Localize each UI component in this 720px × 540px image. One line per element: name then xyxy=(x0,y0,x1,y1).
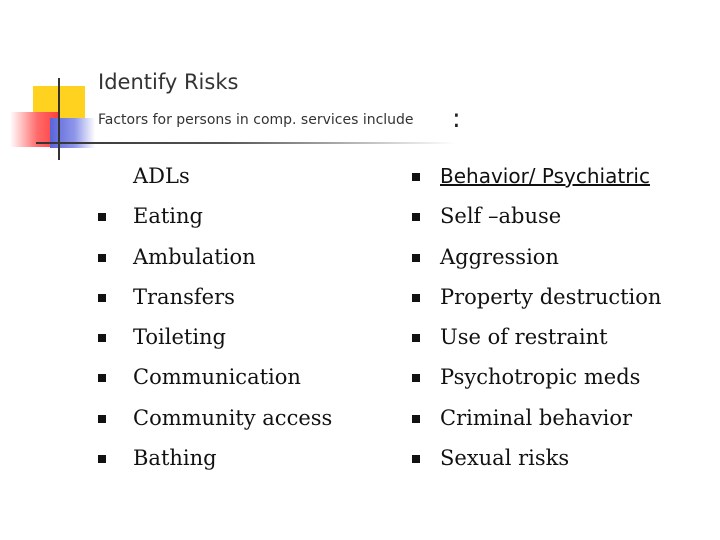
list-item-label: Psychotropic meds xyxy=(440,365,641,390)
subtitle-colon: : xyxy=(452,104,461,134)
list-item-label: Ambulation xyxy=(133,244,256,269)
square-bullet-icon xyxy=(98,254,106,262)
square-bullet-icon xyxy=(412,173,420,181)
slide-title: Identify Risks xyxy=(98,70,239,94)
list-heading: Behavior/ Psychiatric xyxy=(440,164,650,188)
square-bullet-icon xyxy=(98,374,106,382)
list-item-label: Toileting xyxy=(133,325,227,350)
list-item-label: Self –abuse xyxy=(440,204,562,229)
decorative-vertical-line xyxy=(58,78,60,160)
list-item-label: Community access xyxy=(133,405,333,430)
list-item-label: Criminal behavior xyxy=(440,405,633,430)
list-heading: ADLs xyxy=(133,164,190,188)
square-bullet-icon xyxy=(98,334,106,342)
list-item-label: Property destruction xyxy=(440,284,662,309)
square-bullet-icon xyxy=(412,213,420,221)
list-item-label: Communication xyxy=(133,365,301,390)
square-bullet-icon xyxy=(412,374,420,382)
square-bullet-icon xyxy=(98,213,106,221)
square-bullet-icon xyxy=(412,254,420,262)
slide-subtitle: Factors for persons in comp. services include xyxy=(98,112,414,128)
list-item-label: Eating xyxy=(133,204,203,229)
square-bullet-icon xyxy=(412,294,420,302)
decorative-horizontal-line xyxy=(36,142,456,144)
square-bullet-icon xyxy=(98,455,106,463)
square-bullet-icon xyxy=(98,294,106,302)
list-item-label: Bathing xyxy=(133,446,217,471)
list-item-label: Sexual risks xyxy=(440,446,570,471)
list-item-label: Aggression xyxy=(440,244,559,269)
list-item-label: Transfers xyxy=(133,284,235,309)
list-item-label: Use of restraint xyxy=(440,325,608,350)
square-bullet-icon xyxy=(412,415,420,423)
square-bullet-icon xyxy=(412,455,420,463)
square-bullet-icon xyxy=(412,334,420,342)
square-bullet-icon xyxy=(98,415,106,423)
